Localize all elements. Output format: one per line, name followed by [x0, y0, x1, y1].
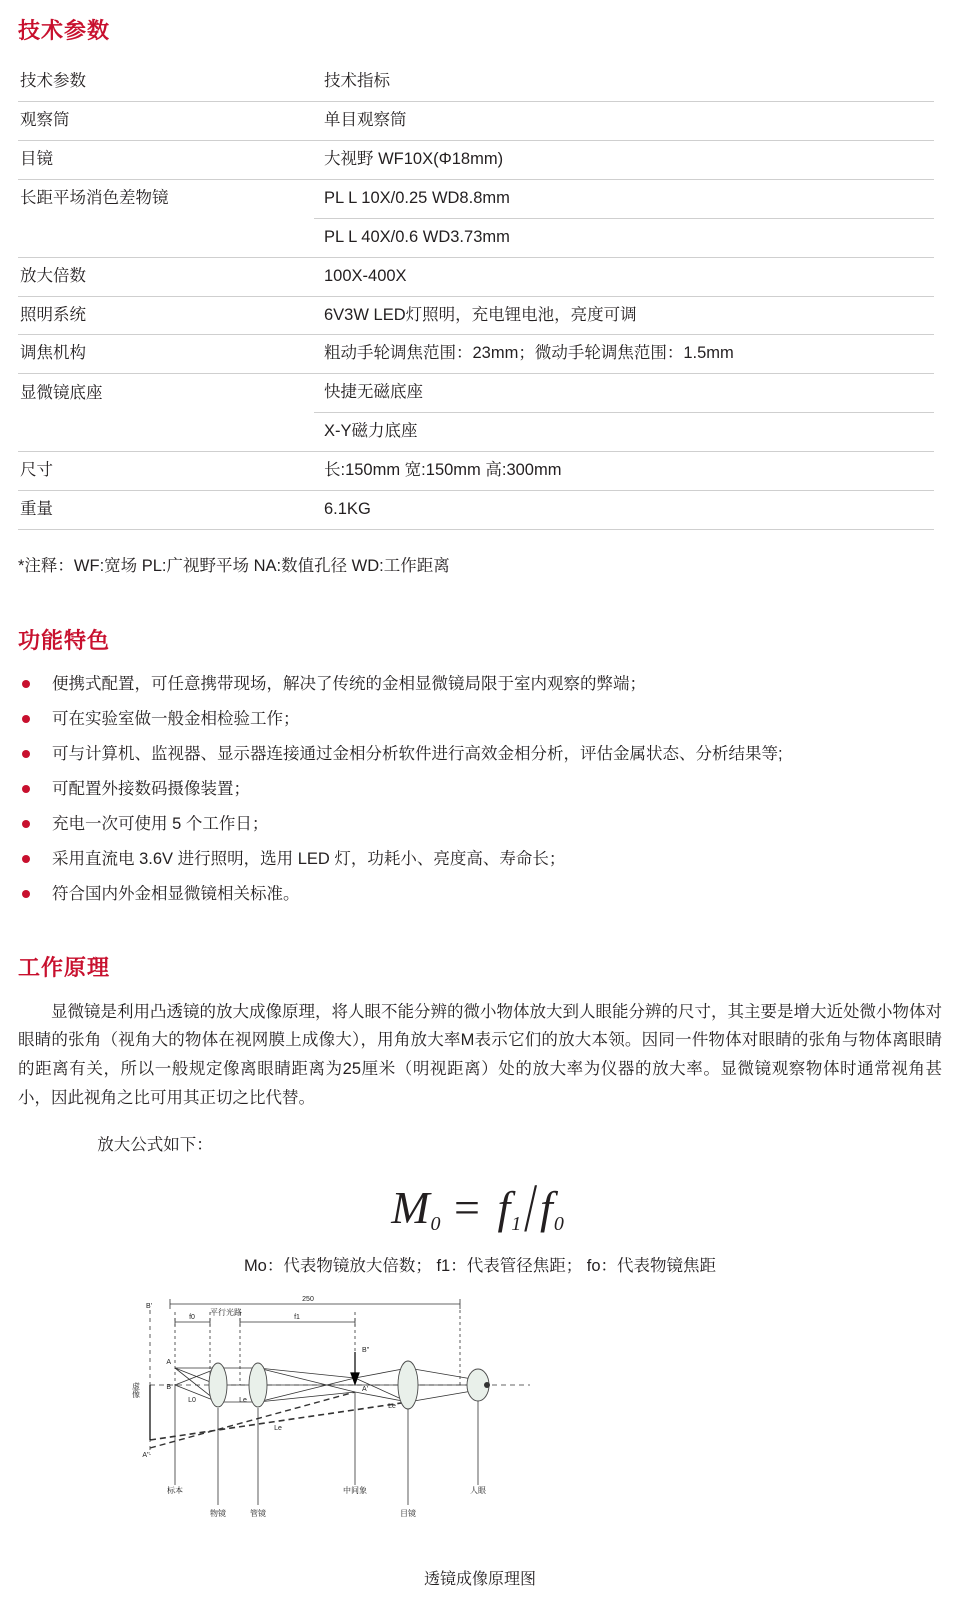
spec-label: 观察筒 — [18, 101, 314, 140]
label-parallel-path: 平行光路 — [210, 1308, 242, 1318]
table-header-row — [18, 63, 934, 101]
formula-f1-sub: 1 — [511, 1213, 523, 1236]
formula-equals: = — [454, 1182, 481, 1234]
lens-imaging-diagram-svg — [130, 1290, 830, 1555]
list-item — [18, 778, 960, 802]
table-row — [18, 413, 934, 452]
label-eye: 人眼 — [470, 1486, 486, 1496]
spec-value: 粗动手轮调焦范围：23mm；微动手轮调焦范围：1.5mm — [314, 335, 934, 374]
label-b-left: B — [166, 1384, 171, 1392]
list-item — [18, 813, 960, 837]
formula-f0: f — [540, 1182, 554, 1234]
spec-label: 尺寸 — [18, 452, 314, 491]
label-a-top: A — [166, 1359, 171, 1367]
table-row — [18, 179, 934, 218]
spec-value: 快捷无磁底座 — [314, 374, 934, 413]
spec-value: 100X-400X — [314, 257, 934, 296]
spec-value: PL L 40X/0.6 WD3.73mm — [314, 218, 934, 257]
table-row — [18, 374, 934, 413]
spec-value: 6V3W LED灯照明，充电锂电池，亮度可调 — [314, 296, 934, 335]
label-tube-lens: 管镜 — [250, 1509, 266, 1519]
label-dim-250: 250 — [302, 1296, 314, 1304]
label-b-mid: B'' — [362, 1347, 370, 1355]
magnification-formula — [0, 1169, 960, 1246]
spec-label — [18, 218, 314, 257]
label-a-virtual: A'' — [142, 1452, 150, 1460]
principle-paragraph: 显微镜是利用凸透镜的放大成像原理，将人眼不能分辨的微小物体放大到人眼能分辨的尺寸，其主要是增大近处微小物体对眼睛的张角（视角大的物体在视网膜上成像大），用角放大率M表示它们的放大本领。因同一件物体对眼睛的张角与物体离眼睛的距离有关，所以一般规定像离眼睛距离为25厘米（明视距离）处的放大率为仪器的放大率。显微镜观察物体时通常视角甚小，因此视角之比可用其正切之比代替。 — [18, 1002, 942, 1108]
feature-text: 可配置外接数码摄像装置； — [52, 779, 250, 798]
spec-value: 单目观察筒 — [314, 101, 934, 140]
list-item — [18, 743, 960, 767]
spec-label: 目镜 — [18, 140, 314, 179]
list-item — [18, 708, 960, 732]
spec-label: 调焦机构 — [18, 335, 314, 374]
spec-note: *注释：WF:宽场 PL:广视野平场 NA:数值孔径 WD:工作距离 — [18, 557, 450, 576]
tube-lens-icon — [249, 1363, 267, 1407]
principle-section-title: 工作原理 — [18, 954, 111, 980]
label-le3: Le — [274, 1425, 282, 1433]
table-row — [18, 218, 934, 257]
pupil-icon — [484, 1382, 490, 1388]
spec-header-index: 技术指标 — [314, 63, 934, 101]
label-virtual-image: 虚像 — [131, 1382, 141, 1399]
spec-label: 照明系统 — [18, 296, 314, 335]
feature-text: 采用直流电 3.6V 进行照明，选用 LED 灯，功耗小、亮度高、寿命长； — [52, 849, 566, 868]
list-item — [18, 883, 960, 907]
label-le2: Le — [388, 1403, 396, 1411]
feature-text: 可在实验室做一般金相检验工作； — [52, 709, 300, 728]
eyepiece-lens-icon — [398, 1361, 418, 1409]
spec-header-param: 技术参数 — [18, 63, 314, 101]
label-f1: f1 — [294, 1314, 300, 1322]
feature-text: 便携式配置，可任意携带现场，解决了传统的金相显微镜局限于室内观察的弊端； — [52, 675, 646, 694]
table-row — [18, 257, 934, 296]
feature-text: 符合国内外金相显微镜相关标准。 — [52, 884, 300, 903]
feature-text: 充电一次可使用 5 个工作日； — [52, 814, 269, 833]
formula-fraction — [493, 1169, 568, 1246]
table-row — [18, 491, 934, 530]
label-l0: L0 — [188, 1397, 196, 1405]
formula-f0-sub: 0 — [553, 1213, 565, 1236]
label-a-prime: A' — [362, 1386, 369, 1394]
label-f0: f0 — [189, 1314, 195, 1322]
label-specimen: 标本 — [167, 1486, 183, 1496]
formula-lead: 放大公式如下： — [97, 1136, 213, 1155]
spec-value: 大视野 WF10X(Φ18mm) — [314, 140, 934, 179]
feature-text: 可与计算机、监视器、显示器连接通过金相分析软件进行高效金相分析，评估金属状态、分析结果等; — [52, 744, 783, 763]
spec-value: 6.1KG — [314, 491, 934, 530]
spec-label: 长距平场消色差物镜 — [20, 189, 169, 208]
diagram-caption: 透镜成像原理图 — [423, 1571, 536, 1589]
formula-m-sub: 0 — [430, 1213, 442, 1236]
formula-legend: Mo：代表物镜放大倍数； f1：代表管径焦距； fo：代表物镜焦距 — [243, 1257, 717, 1276]
label-eyepiece: 目镜 — [400, 1509, 416, 1519]
objective-lens-icon — [209, 1363, 227, 1407]
label-b-top: B' — [145, 1303, 153, 1311]
formula-slash: / — [524, 1169, 539, 1246]
list-item — [18, 848, 960, 872]
label-le1: Le — [239, 1397, 247, 1405]
table-row — [18, 452, 934, 491]
label-intermediate-image: 中间象 — [343, 1486, 367, 1496]
spec-label — [18, 413, 314, 452]
spec-section-title: 技术参数 — [18, 18, 111, 43]
table-row — [18, 296, 934, 335]
spec-table — [18, 63, 934, 530]
spec-value: X-Y磁力底座 — [314, 413, 934, 452]
feature-section-title: 功能特色 — [18, 628, 111, 654]
formula-f1: f — [497, 1182, 512, 1234]
spec-label: 放大倍数 — [18, 257, 314, 296]
label-objective: 物镜 — [210, 1509, 226, 1519]
spec-label: 显微镜底座 — [20, 383, 103, 402]
formula-m: M — [391, 1182, 431, 1234]
table-row — [18, 335, 934, 374]
list-item — [18, 673, 960, 697]
table-row — [18, 101, 934, 140]
optical-diagram — [0, 1290, 960, 1560]
spec-value: 长:150mm 宽:150mm 高:300mm — [314, 452, 934, 491]
spec-label: 重量 — [18, 491, 314, 530]
spec-value: PL L 10X/0.25 WD8.8mm — [314, 179, 934, 218]
table-row — [18, 140, 934, 179]
feature-list — [0, 673, 960, 906]
